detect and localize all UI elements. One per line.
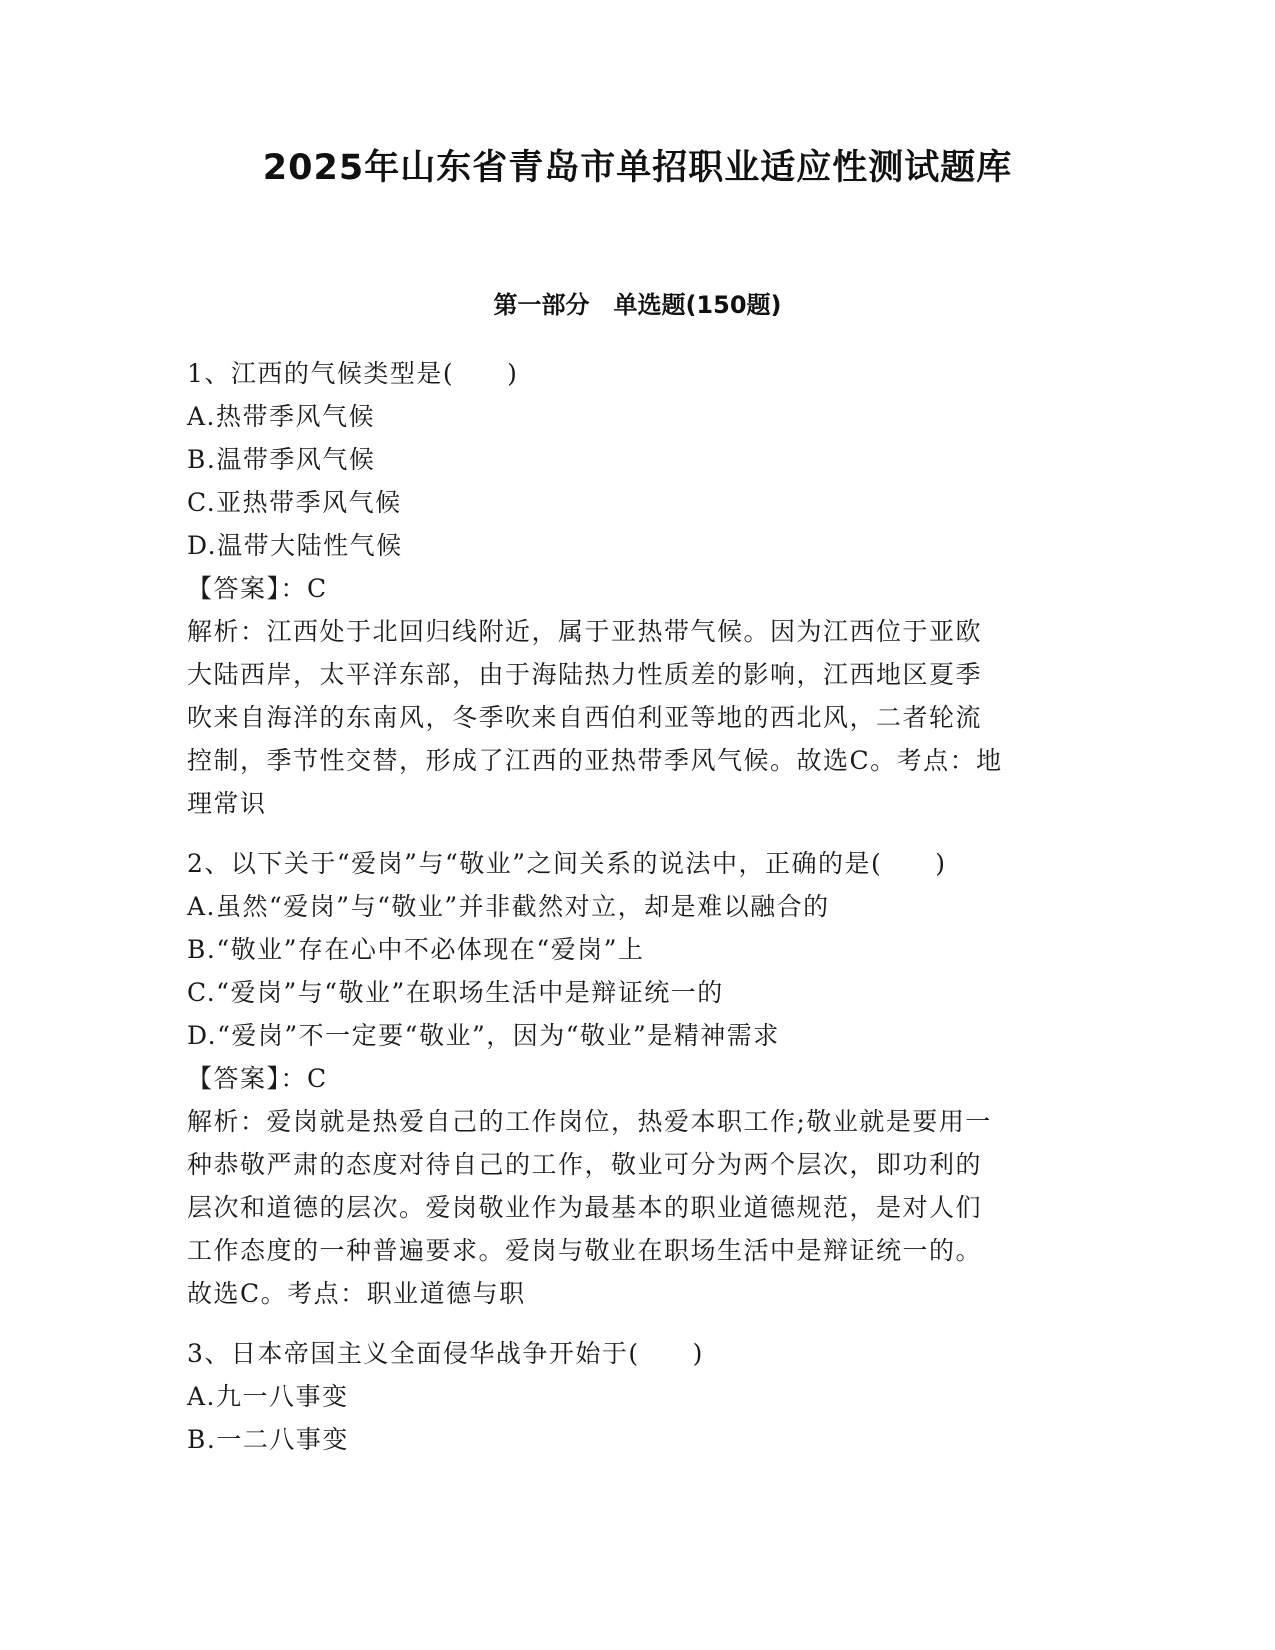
analysis-line: 故选C。考点：职业道德与职 bbox=[187, 1279, 526, 1308]
question-stem: 1、江西的气候类型是( ) bbox=[187, 359, 519, 388]
question-1 bbox=[187, 352, 1087, 825]
answer-line: 【答案】：C bbox=[187, 1064, 328, 1093]
option-d: D.温带大陆性气候 bbox=[187, 531, 403, 560]
analysis-line: 大陆西岸，太平洋东部，由于海陆热力性质差的影响，江西地区夏季 bbox=[187, 660, 983, 689]
analysis-line: 解析：爱岗就是热爱自己的工作岗位，热爱本职工作;敬业就是要用一 bbox=[187, 1107, 992, 1136]
option-c: C.亚热带季风气候 bbox=[187, 488, 402, 517]
question-3 bbox=[187, 1332, 1087, 1461]
section-title: 第一部分 单选题(150题) bbox=[493, 291, 782, 319]
analysis-line: 解析：江西处于北回归线附近，属于亚热带气候。因为江西位于亚欧 bbox=[187, 617, 983, 646]
option-a: A.虽然“爱岗”与“敬业”并非截然对立，却是难以融合的 bbox=[187, 892, 830, 921]
analysis-line: 理常识 bbox=[187, 789, 267, 818]
document-title: 2025年山东省青岛市单招职业适应性测试题库 bbox=[262, 148, 1013, 188]
question-stem: 3、日本帝国主义全面侵华战争开始于( ) bbox=[187, 1339, 704, 1368]
option-a: A.热带季风气候 bbox=[187, 402, 376, 431]
option-b: B.温带季风气候 bbox=[187, 445, 376, 474]
option-b: B.“敬业”存在心中不必体现在“爱岗”上 bbox=[187, 935, 645, 964]
analysis-line: 层次和道德的层次。爱岗敬业作为最基本的职业道德规范，是对人们 bbox=[187, 1193, 983, 1222]
question-list bbox=[187, 352, 1087, 1478]
question-stem: 2、以下关于“爱岗”与“敬业”之间关系的说法中，正确的是( ) bbox=[187, 849, 947, 878]
analysis-line: 控制，季节性交替，形成了江西的亚热带季风气候。故选C。考点：地 bbox=[187, 746, 1003, 775]
analysis-line: 种恭敬严肃的态度对待自己的工作，敬业可分为两个层次，即功利的 bbox=[187, 1150, 983, 1179]
analysis-line: 吹来自海洋的东南风，冬季吹来自西伯利亚等地的西北风，二者轮流 bbox=[187, 703, 983, 732]
option-d: D.“爱岗”不一定要“敬业”，因为“敬业”是精神需求 bbox=[187, 1021, 780, 1050]
option-b: B.一二八事变 bbox=[187, 1425, 349, 1454]
analysis-line: 工作态度的一种普遍要求。爱岗与敬业在职场生活中是辩证统一的。 bbox=[187, 1236, 983, 1265]
option-a: A.九一八事变 bbox=[187, 1382, 349, 1411]
question-2 bbox=[187, 842, 1087, 1315]
option-c: C.“爱岗”与“敬业”在职场生活中是辩证统一的 bbox=[187, 978, 724, 1007]
answer-line: 【答案】：C bbox=[187, 574, 328, 603]
